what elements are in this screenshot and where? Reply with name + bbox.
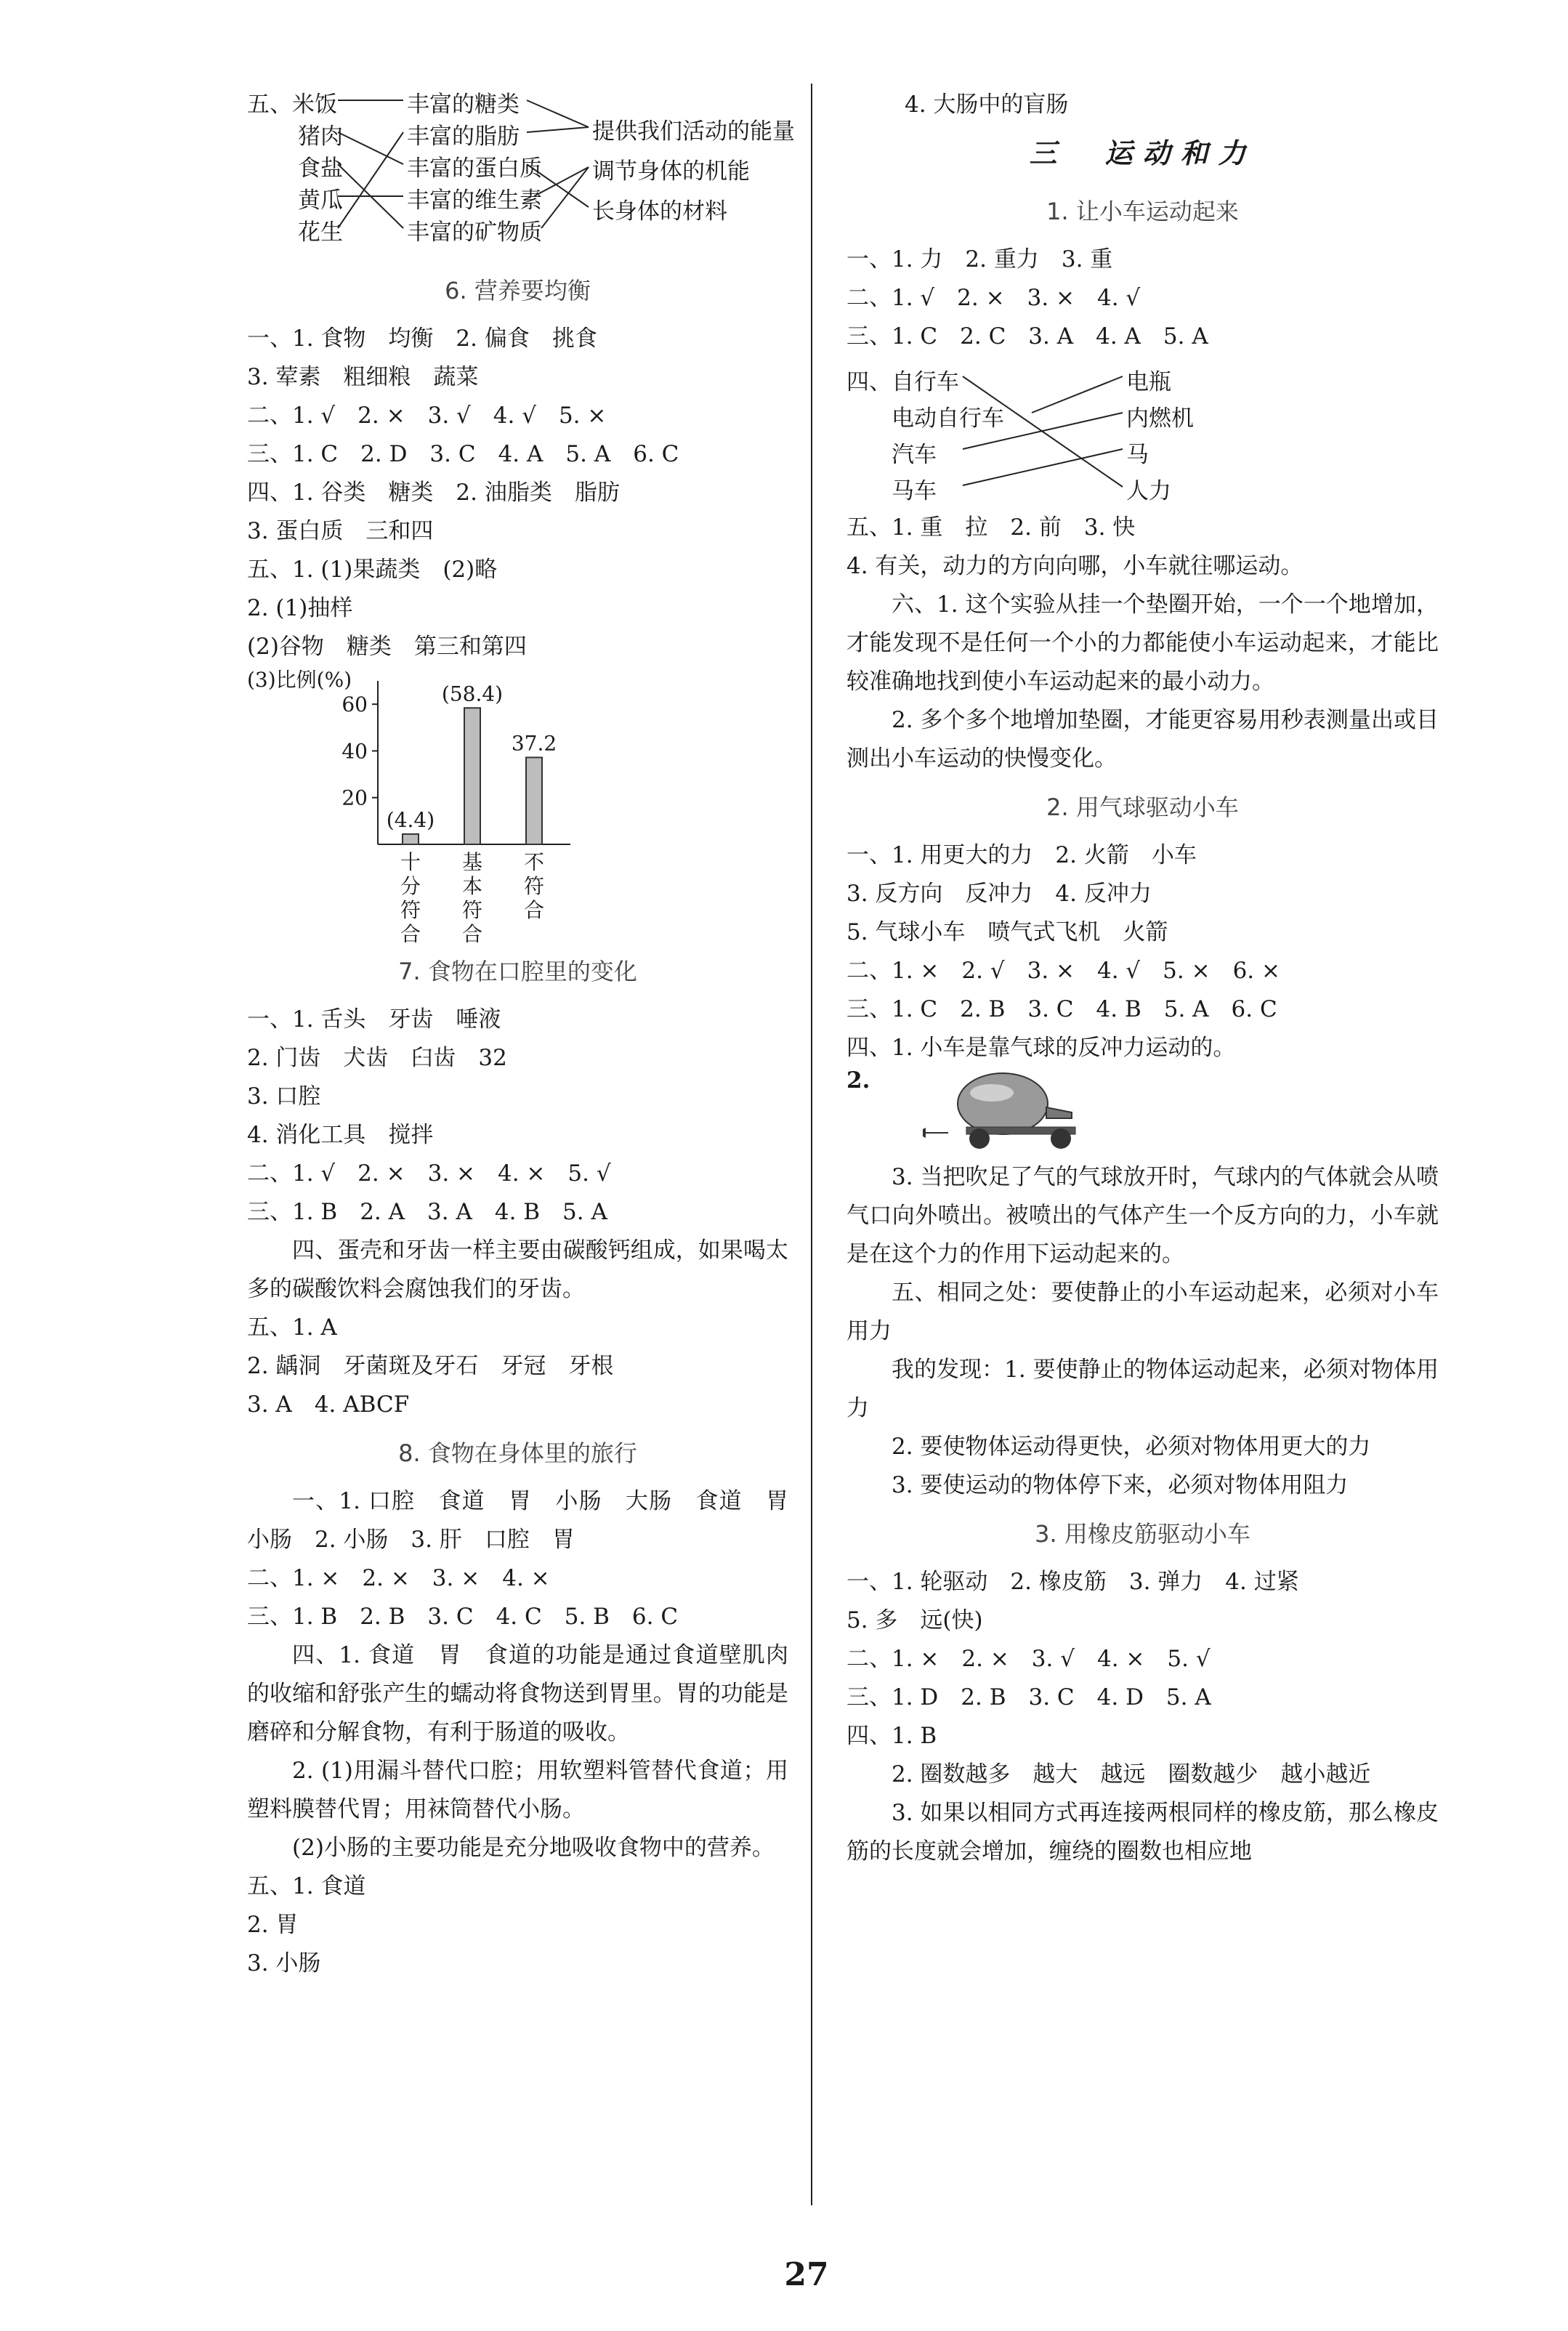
use-item: 提供我们活动的能量: [592, 118, 795, 145]
left-column: [247, 262, 811, 1983]
food-item: 花生: [298, 219, 343, 246]
answer-line: 二、1. √ 2. × 3. × 4. × 5. √: [247, 1160, 611, 1187]
section-title: 3. 用橡皮筋驱动小车: [1035, 1520, 1250, 1548]
balloon-car-figure: [846, 1067, 1439, 1158]
power-item: 电瓶: [1126, 369, 1171, 395]
column-divider: [811, 84, 812, 2205]
x-tick-label: 符: [400, 898, 421, 922]
answer-line: 五、1. (1)果蔬类 (2)略: [247, 557, 498, 583]
nutrient-item: 丰富的蛋白质: [407, 155, 542, 182]
answer-line: 二、1. × 2. × 3. × 4. ×: [247, 1565, 550, 1591]
page-number: 27: [784, 2256, 829, 2293]
answer-paragraph: 六、1. 这个实验从挂一个垫圈开始，一个一个地增加，才能发现不是任何一个小的力都能使小车运动起来，才能比较准确地找到使小车运动起来的最小动力。: [846, 591, 1439, 695]
right-column: [846, 86, 1439, 1871]
food-item: 米饭: [292, 92, 337, 118]
bar-chart: [247, 666, 610, 942]
chart-ylabel: (3)比例(%): [247, 668, 352, 692]
answer-paragraph: 2. 圈数越多 越大 越远 圈数越少 越小越近: [892, 1761, 1371, 1787]
answer-paragraph: 3. 要使运动的物体停下来，必须对物体用阻力: [892, 1472, 1349, 1498]
answer-line: 4. 有关，动力的方向向哪，小车就往哪运动。: [846, 553, 1304, 579]
answer-line: 二、1. × 2. × 3. √ 4. × 5. √: [846, 1646, 1211, 1672]
answer-line: 四、1. 小车是靠气球的反冲力运动的。: [846, 1035, 1236, 1061]
answer-paragraph: 3. 如果以相同方式再连接两根同样的橡皮筋，那么橡皮筋的长度就会增加，缠绕的圈数也相应地: [846, 1800, 1439, 1865]
answer-line: 一、1. 力 2. 重力 3. 重: [846, 246, 1113, 272]
x-tick-label: 合: [461, 922, 483, 942]
match-prefix: 四、: [846, 369, 892, 395]
answer-line: 四、1. B: [846, 1723, 937, 1749]
x-tick-label: 基: [461, 850, 483, 874]
answer-line: 一、1. 轮驱动 2. 橡皮筋 3. 弹力 4. 过紧: [846, 1569, 1299, 1595]
answer-paragraph: 一、1. 口腔 食道 胃 小肠 大肠 食道 胃 小肠 2. 小肠 3. 肝 口腔 胃: [247, 1488, 811, 1553]
answer-line: 3. 小肠: [247, 1950, 321, 1976]
section-title: 1. 让小车运动起来: [1046, 198, 1239, 225]
answer-line: 一、1. 食物 均衡 2. 偏食 挑食: [247, 326, 597, 352]
bar-value-label: (4.4): [386, 807, 435, 832]
answer-line: 3. 反方向 反冲力 4. 反冲力: [846, 881, 1152, 907]
vehicle-matching: [846, 356, 1439, 509]
use-item: 调节身体的机能: [592, 158, 750, 185]
bar: [526, 757, 542, 844]
chapter-title: 三 运动和力: [1029, 137, 1256, 169]
y-tick-label: 60: [342, 692, 368, 717]
answer-line: 五、1. A: [247, 1314, 337, 1341]
answer-paragraph: 2. 多个多个地增加垫圈，才能更容易用秒表测量出或目测出小车运动的快慢变化。: [846, 707, 1439, 772]
answer-line: 3. 荤素 粗细粮 蔬菜: [247, 364, 479, 390]
answer-line: 2. 胃: [247, 1912, 299, 1938]
answer-paragraph: 四、蛋壳和牙齿一样主要由碳酸钙组成，如果喝太多的碳酸饮料会腐蚀我们的牙齿。: [247, 1237, 788, 1302]
x-tick-label: 符: [461, 898, 483, 922]
answer-paragraph: (2)小肠的主要功能是充分地吸收食物中的营养。: [292, 1835, 775, 1861]
section-title: 8. 食物在身体里的旅行: [398, 1439, 637, 1467]
answer-paragraph: 五、相同之处：要使静止的小车运动起来，必须对小车用力: [846, 1280, 1439, 1344]
answer-line: 2. (1)抽样: [247, 595, 353, 621]
answer-line: 5. 多 远(快): [846, 1607, 983, 1633]
food-item: 猪肉: [298, 124, 343, 150]
nutrient-item: 丰富的脂肪: [407, 124, 520, 150]
vehicle-item: 马车: [892, 478, 937, 504]
answer-line: 2. 龋洞 牙菌斑及牙石 牙冠 牙根: [247, 1353, 614, 1379]
answer-line: 5. 气球小车 喷气式飞机 火箭: [846, 919, 1168, 945]
x-tick-label: 合: [523, 898, 545, 922]
power-item: 马: [1126, 442, 1149, 468]
answer-line: 二、1. × 2. √ 3. × 4. √ 5. × 6. ×: [846, 958, 1280, 984]
answer-line: 3. 蛋白质 三和四: [247, 518, 434, 544]
answer-paragraph: 2. 要使物体运动得更快，必须对物体用更大的力: [892, 1434, 1371, 1460]
answer-line: 三、1. D 2. B 3. C 4. D 5. A: [846, 1684, 1211, 1710]
x-tick-label: 分: [400, 874, 421, 898]
answer-paragraph: 3. 当把吹足了气的气球放开时，气球内的气体就会从喷气口向外喷出。被喷出的气体产生一个反方向的力，小车就是在这个力的作用下运动起来的。: [846, 1164, 1439, 1267]
vehicle-item: 电动自行车: [892, 405, 1004, 432]
answer-line: (2)谷物 糖类 第三和第四: [247, 634, 527, 660]
answer-line: 三、1. C 2. C 3. A 4. A 5. A: [846, 323, 1208, 350]
balloon-car-icon: [923, 1067, 1112, 1155]
answer-paragraph: 2. (1)用漏斗替代口腔；用软塑料管替代食道；用塑料膜替代胃；用袜筒替代小肠。: [247, 1758, 788, 1822]
answer-line: 四、1. 谷类 糖类 2. 油脂类 脂肪: [247, 480, 620, 506]
answer-line: 一、1. 舌头 牙齿 唾液: [247, 1006, 501, 1033]
vehicle-item: 汽车: [892, 442, 937, 468]
nutrient-item: 丰富的维生素: [407, 187, 542, 214]
section-title: 7. 食物在口腔里的变化: [398, 958, 637, 985]
answer-line: 二、1. √ 2. × 3. × 4. √: [846, 285, 1141, 311]
answer-line: 五、1. 重 拉 2. 前 3. 快: [846, 514, 1136, 541]
answer-paragraph: 我的发现：1. 要使静止的物体运动起来，必须对物体用力: [846, 1357, 1439, 1421]
food-item: 食盐: [298, 155, 343, 182]
answer-line: 4. 大肠中的盲肠: [905, 92, 1069, 118]
food-item: 黄瓜: [298, 187, 343, 214]
y-tick-label: 40: [342, 739, 368, 764]
section-title: 2. 用气球驱动小车: [1046, 793, 1239, 821]
match-prefix: 五、: [247, 92, 292, 118]
answer-line: 二、1. √ 2. × 3. √ 4. √ 5. ×: [247, 403, 607, 429]
power-item: 内燃机: [1126, 405, 1194, 432]
x-tick-label: 合: [400, 922, 421, 942]
answer-line: 4. 消化工具 搅拌: [247, 1122, 434, 1148]
answer-line: 3. A 4. ABCF: [247, 1391, 410, 1418]
answer-line: 三、1. B 2. A 3. A 4. B 5. A: [247, 1199, 607, 1225]
x-tick-label: 符: [523, 874, 545, 898]
proportion-chart: [247, 666, 788, 942]
section-title: 6. 营养要均衡: [445, 277, 591, 304]
vehicle-item: 自行车: [892, 369, 959, 395]
matching-lines: [846, 356, 1253, 509]
power-item: 人力: [1126, 478, 1171, 504]
nutrient-item: 丰富的矿物质: [407, 219, 542, 246]
matching-lines: [0, 0, 799, 262]
bar-value-label: (58.4): [441, 682, 504, 706]
bar-value-label: 37.2: [511, 731, 557, 756]
answer-paragraph: 四、1. 食道 胃 食道的功能是通过食道壁肌肉的收缩和舒张产生的蠕动将食物送到胃里。胃的功能是磨碎和分解食物，有利于肠道的吸收。: [247, 1642, 788, 1745]
x-tick-label: 本: [461, 874, 483, 898]
answer-line: 三、1. C 2. D 3. C 4. A 5. A 6. C: [247, 441, 679, 467]
answer-line: 三、1. C 2. B 3. C 4. B 5. A 6. C: [846, 996, 1277, 1022]
x-tick-label: 不: [523, 850, 545, 874]
use-item: 长身体的材料: [592, 198, 727, 225]
x-tick-label: 十: [400, 850, 421, 874]
answer-line: 2. 门齿 犬齿 臼齿 32: [247, 1045, 507, 1071]
answer-line: 五、1. 食道: [247, 1873, 366, 1899]
item-number: 2.: [846, 1067, 870, 1094]
nutrient-item: 丰富的糖类: [407, 92, 520, 118]
answer-line: 一、1. 用更大的力 2. 火箭 小车: [846, 842, 1197, 868]
bar: [464, 708, 480, 844]
answer-line: 三、1. B 2. B 3. C 4. C 5. B 6. C: [247, 1604, 679, 1630]
bar: [403, 834, 419, 844]
y-tick-label: 20: [342, 785, 368, 810]
answer-line: 3. 口腔: [247, 1083, 321, 1110]
